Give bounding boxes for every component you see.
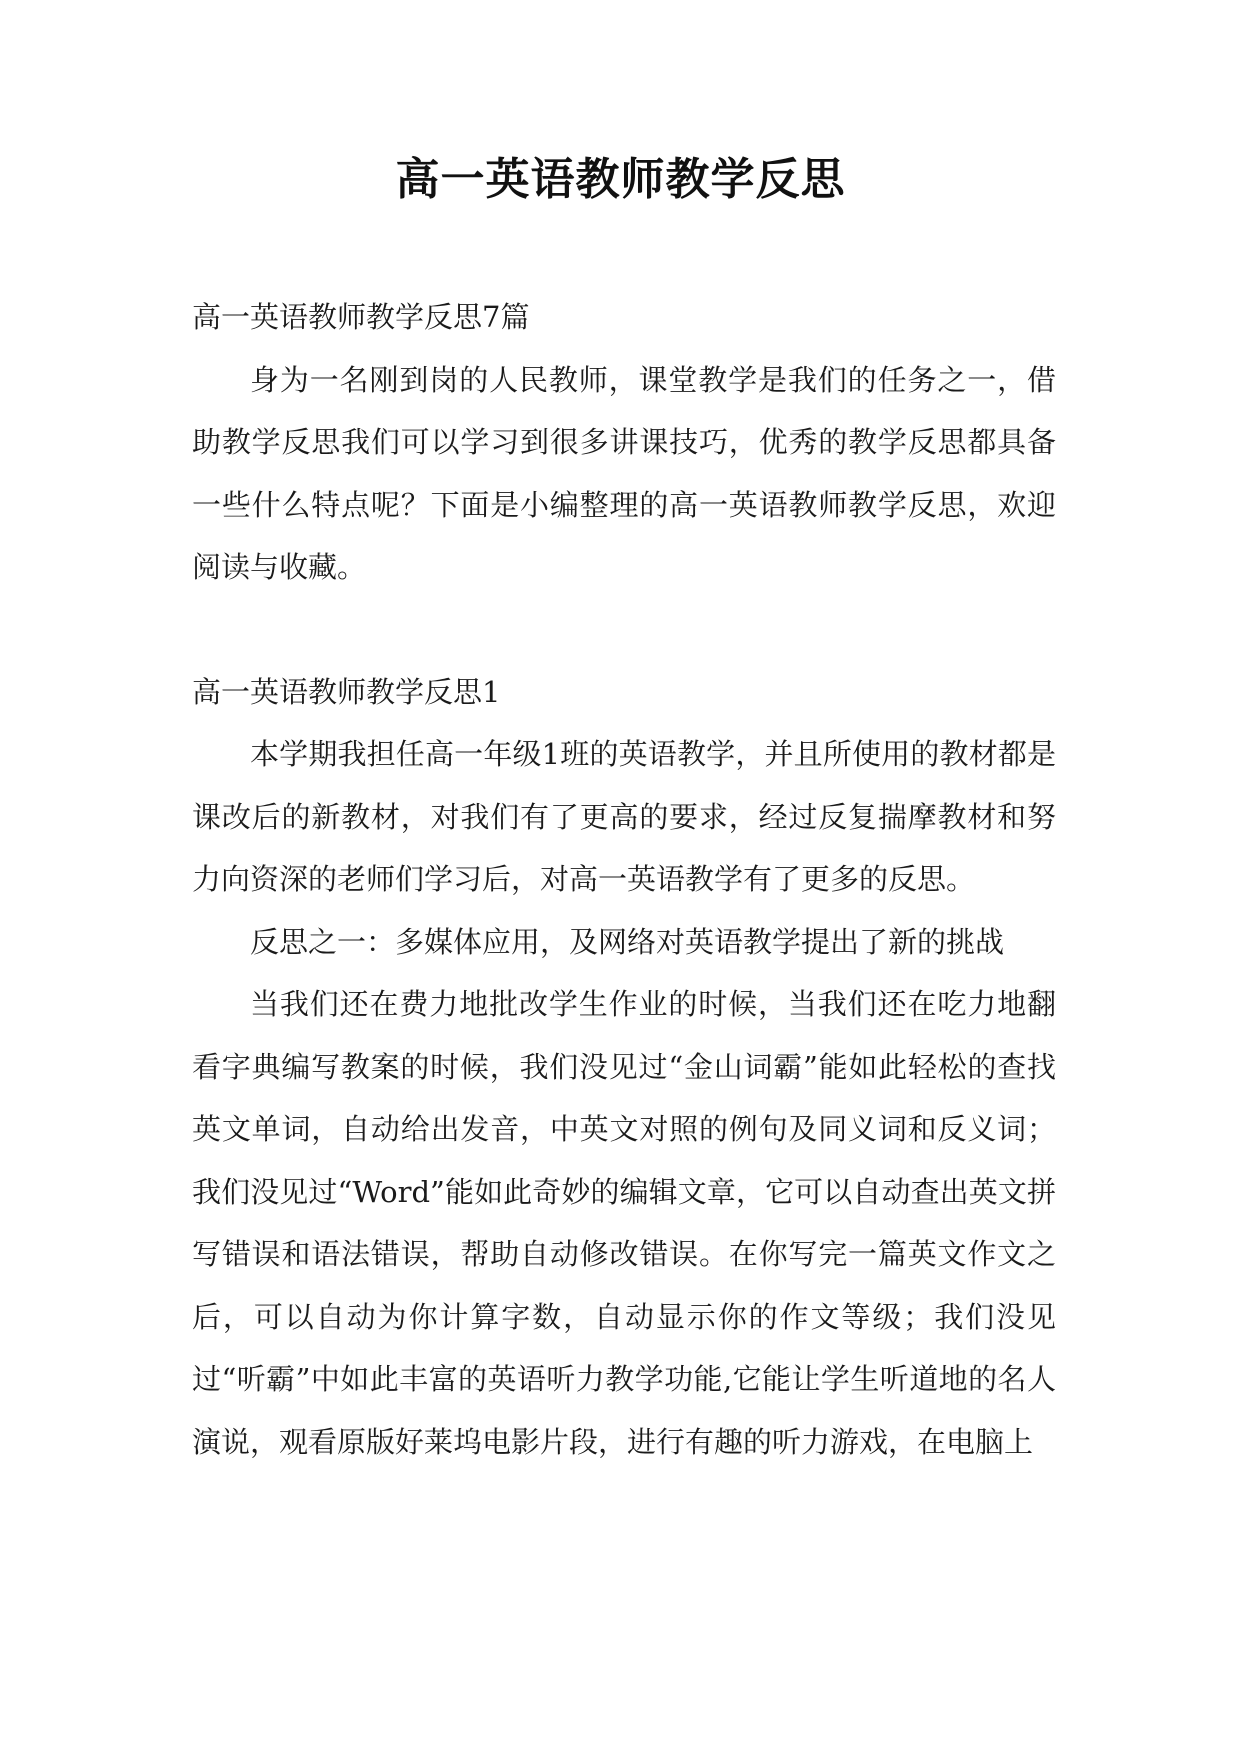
body-paragraph-3: 当我们还在费力地批改学生作业的时候，当我们还在吃力地翻看字典编写教案的时候，我们没见过“金山词霸”能如此轻松的查找英文单词，自动给出发音，中英文对照的例句及同义词和反义词；我们没见过“Word”能如此奇妙的编辑文章，它可以自动查出英文拼写错误和语法错误，帮助自动修改错误。在你写完一篇英文作文之后，可以自动为你计算字数，自动显示你的作文等级；我们没见过“听霸”中如此丰富的英语听力教学功能,它能让学生听道地的名人演说，观看原版好莱坞电影片段，进行有趣的听力游戏，在电脑上 [192, 987, 1056, 1459]
body-paragraph-1: 本学期我担任高一年级1班的英语教学，并且所使用的教材都是课改后的新教材，对我们有了更高的要求，经过反复揣摩教材和努力向资深的老师们学习后，对高一英语教学有了更多的反思。 [192, 737, 1056, 896]
body-paragraph-2: 反思之一：多媒体应用，及网络对英语教学提出了新的挑战 [250, 924, 1005, 959]
document-subtitle: 高一英语教师教学反思7篇 [192, 300, 530, 334]
section-spacer [192, 599, 1056, 661]
section-heading: 高一英语教师教学反思1 [192, 674, 501, 709]
document-body [192, 286, 1056, 1473]
document-title: 高一英语教师教学反思 [395, 154, 846, 205]
intro-paragraph: 身为一名刚到岗的人民教师，课堂教学是我们的任务之一，借助教学反思我们可以学习到很多讲课技巧，优秀的教学反思都具备一些什么特点呢？下面是小编整理的高一英语教师教学反思，欢迎阅读与收藏。 [192, 362, 1056, 584]
